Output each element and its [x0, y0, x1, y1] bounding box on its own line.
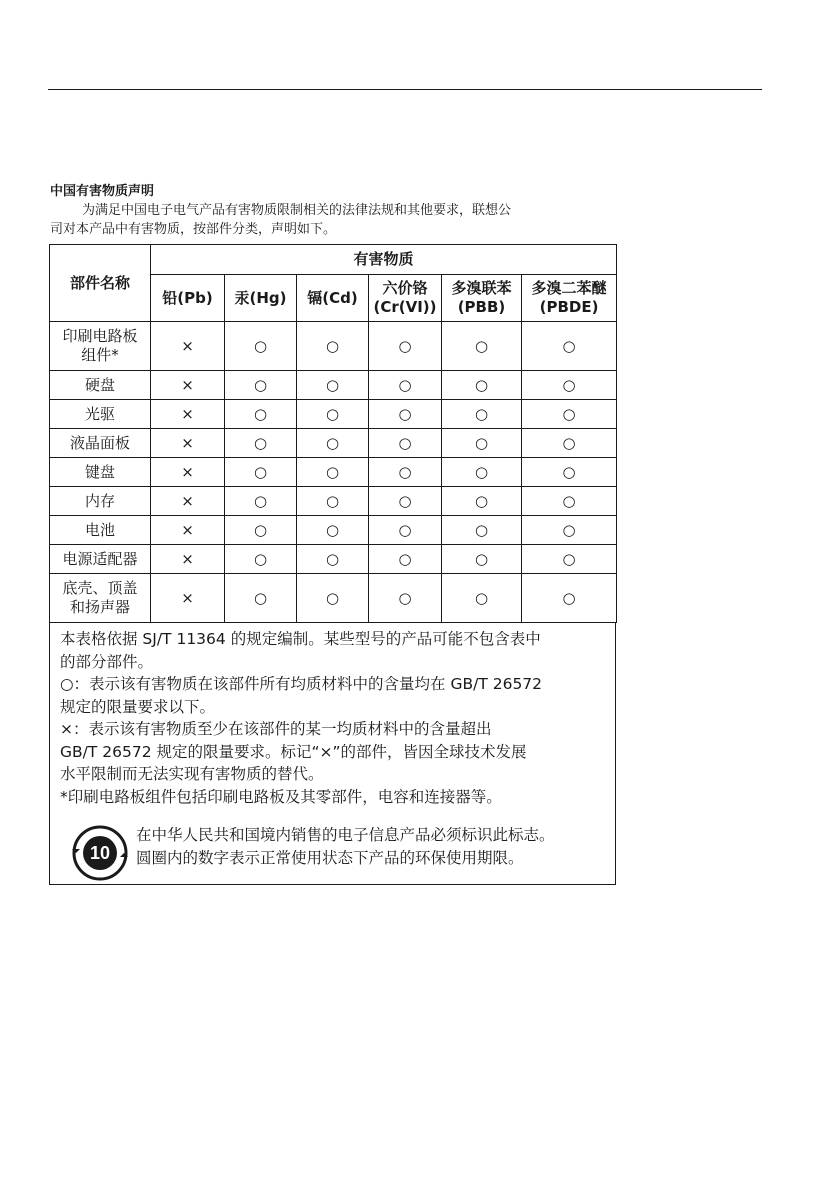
mark-cell: ○ — [297, 487, 369, 516]
mark-cell: ○ — [297, 545, 369, 574]
section-heading: 中国有害物质声明 — [50, 184, 155, 199]
note-line: 本表格依据 SJ/T 11364 的规定编制。某些型号的产品可能不包含表中 — [60, 630, 541, 648]
mark-cell: ○ — [225, 429, 297, 458]
mark-cell: × — [151, 429, 225, 458]
mark-cell: ○ — [442, 574, 522, 623]
table-row — [50, 516, 617, 545]
mark-cell: ○ — [369, 322, 442, 371]
mark-cell: ○ — [225, 545, 297, 574]
mark-cell: ○ — [369, 458, 442, 487]
mark-cell: ○ — [522, 516, 617, 545]
mark-cell: ○ — [522, 400, 617, 429]
hazardous-substance-table — [49, 244, 617, 623]
mark-cell: ○ — [369, 429, 442, 458]
part-name-cell: 印刷电路板 组件* — [50, 322, 151, 371]
note-line: 水平限制而无法实现有害物质的替代。 — [60, 765, 324, 783]
substance-header-lead: 铅(Pb) — [151, 275, 225, 322]
note-line: ×：表示该有害物质至少在该部件的某一均质材料中的含量超出 — [60, 720, 492, 738]
efup-description — [136, 824, 616, 870]
mark-cell: ○ — [369, 545, 442, 574]
substance-header-pbde: 多溴二苯醚 (PBDE) — [522, 275, 617, 322]
mark-cell: × — [151, 458, 225, 487]
mark-cell: ○ — [442, 371, 522, 400]
note-line: *印刷电路板组件包括印刷电路板及其零部件，电容和连接器等。 — [60, 787, 502, 806]
mark-cell: ○ — [225, 458, 297, 487]
mark-cell: × — [151, 487, 225, 516]
mark-cell: ○ — [297, 371, 369, 400]
header-rule — [48, 89, 762, 90]
mark-cell: × — [151, 400, 225, 429]
intro-paragraph — [50, 201, 616, 239]
mark-cell: ○ — [522, 322, 617, 371]
part-name-header: 部件名称 — [50, 245, 151, 322]
part-name-cell: 电池 — [50, 516, 151, 545]
substance-header-cadmium: 镉(Cd) — [297, 275, 369, 322]
mark-cell: ○ — [225, 371, 297, 400]
note-line: 的部分部件。 — [60, 652, 154, 671]
table-row — [50, 400, 617, 429]
table-row — [50, 322, 617, 371]
mark-cell: ○ — [369, 574, 442, 623]
mark-cell: × — [151, 322, 225, 371]
mark-cell: ○ — [442, 545, 522, 574]
mark-cell: × — [151, 516, 225, 545]
mark-cell: ○ — [442, 516, 522, 545]
mark-cell: ○ — [297, 458, 369, 487]
mark-cell: ○ — [442, 400, 522, 429]
part-name-cell: 底壳、顶盖 和扬声器 — [50, 574, 151, 623]
intro-line-2: 司对本产品中有害物质，按部件分类，声明如下。 — [50, 222, 337, 237]
table-row — [50, 429, 617, 458]
mark-cell: ○ — [297, 322, 369, 371]
efup-line-2: 圆圈内的数字表示正常使用状态下产品的环保使用期限。 — [136, 849, 524, 867]
mark-cell: ○ — [369, 400, 442, 429]
mark-cell: ○ — [442, 322, 522, 371]
part-name-cell: 内存 — [50, 487, 151, 516]
mark-cell: ○ — [442, 458, 522, 487]
mark-cell: × — [151, 574, 225, 623]
mark-cell: ○ — [522, 458, 617, 487]
mark-cell: ○ — [225, 574, 297, 623]
table-row — [50, 487, 617, 516]
part-name-cell: 光驱 — [50, 400, 151, 429]
mark-cell: ○ — [297, 400, 369, 429]
mark-cell: ○ — [297, 516, 369, 545]
mark-cell: × — [151, 545, 225, 574]
mark-cell: ○ — [297, 429, 369, 458]
mark-cell: ○ — [522, 545, 617, 574]
mark-cell: ○ — [442, 487, 522, 516]
mark-cell: ○ — [369, 516, 442, 545]
mark-cell: ○ — [369, 487, 442, 516]
mark-cell: ○ — [225, 322, 297, 371]
table-row — [50, 545, 617, 574]
efup-line-1: 在中华人民共和国境内销售的电子信息产品必须标识此标志。 — [136, 826, 555, 844]
mark-cell: ○ — [522, 371, 617, 400]
table-row — [50, 371, 617, 400]
efup-recycle-logo-icon — [72, 825, 128, 881]
mark-cell: ○ — [225, 516, 297, 545]
part-name-cell: 键盘 — [50, 458, 151, 487]
mark-cell: ○ — [522, 429, 617, 458]
efup-years-label: 10 — [89, 843, 111, 863]
intro-line-1: 为满足中国电子电气产品有害物质限制相关的法律法规和其他要求，联想公 — [82, 203, 512, 218]
mark-cell: ○ — [369, 371, 442, 400]
part-name-cell: 液晶面板 — [50, 429, 151, 458]
table-row — [50, 458, 617, 487]
mark-cell: ○ — [522, 574, 617, 623]
substance-header-mercury: 汞(Hg) — [225, 275, 297, 322]
mark-cell: ○ — [225, 487, 297, 516]
part-name-cell: 电源适配器 — [50, 545, 151, 574]
note-line: ○：表示该有害物质在该部件所有均质材料中的含量均在 GB/T 26572 — [60, 675, 543, 693]
note-line: 规定的限量要求以下。 — [60, 697, 216, 716]
substance-group-header: 有害物质 — [151, 245, 617, 275]
part-name-cell: 硬盘 — [50, 371, 151, 400]
mark-cell: ○ — [297, 574, 369, 623]
mark-cell: ○ — [522, 487, 617, 516]
table-row — [50, 574, 617, 623]
mark-cell: ○ — [442, 429, 522, 458]
mark-cell: ○ — [225, 400, 297, 429]
substance-header-chromium: 六价铬 (Cr(VI)) — [369, 275, 442, 322]
substance-header-pbb: 多溴联苯 (PBB) — [442, 275, 522, 322]
note-line: GB/T 26572 规定的限量要求。标记“×”的部件，皆因全球技术发展 — [60, 742, 527, 761]
mark-cell: × — [151, 371, 225, 400]
